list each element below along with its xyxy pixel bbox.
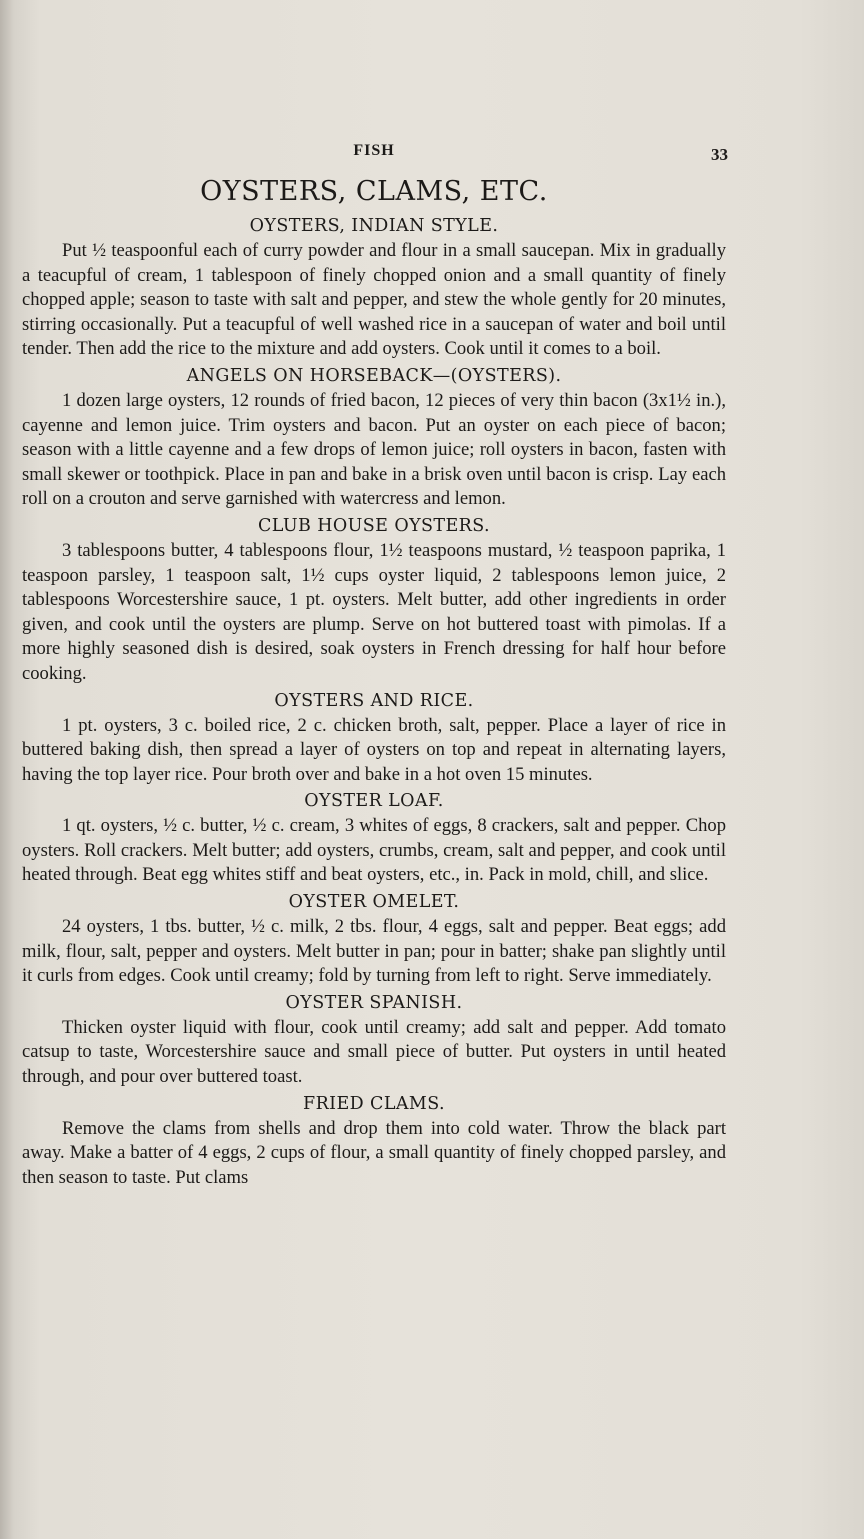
recipe-oyster-omelet (22, 890, 726, 989)
recipe-oyster-loaf (22, 789, 726, 888)
recipe-body: 1 dozen large oysters, 12 rounds of fried bacon, 12 pieces of very thin bacon (3x1½ in.), cayenne and lemon juice. Trim oysters and bacon. Put an oyster on each piece of bacon; season with a little cayenne and a few drops of lemon juice; roll oysters in bacon, fasten with small skewer or toothpick. Place in pan and bake in a brisk oven until bacon is crisp. Lay each roll on a crouton and serve garnished with watercress and lemon. (22, 389, 726, 510)
recipe-oysters-indian-style (22, 214, 726, 362)
running-title: FISH (353, 142, 395, 159)
recipe-title: OYSTER OMELET. (288, 892, 460, 913)
page-content (22, 138, 726, 1192)
recipe-title: OYSTERS AND RICE. (274, 690, 474, 711)
page-number: 33 (711, 145, 728, 164)
running-head (22, 138, 726, 168)
recipe-body: 24 oysters, 1 tbs. butter, ½ c. milk, 2 tbs. flour, 4 eggs, salt and pepper. Beat eggs; add milk, flour, salt, pepper and oysters. Melt butter in pan; pour in batter; shake pan slightly until it curls from edges. Cook until creamy; fold by turning from left to right. Serve immediately. (22, 916, 726, 987)
recipe-title: OYSTER SPANISH. (285, 992, 463, 1013)
recipe-oysters-and-rice (22, 689, 726, 788)
recipe-title: CLUB HOUSE OYSTERS. (258, 515, 490, 536)
recipe-fried-clams (22, 1092, 726, 1191)
recipe-angels-on-horseback (22, 364, 726, 512)
recipe-club-house-oysters (22, 514, 726, 687)
recipe-body: Thicken oyster liquid with flour, cook until creamy; add salt and pepper. Add tomato catsup to taste, Worcestershire sauce and small piece of butter. Put oysters in until heated through, and pour over buttered toast. (22, 1016, 726, 1088)
recipe-body: Put ½ teaspoonful each of curry powder and flour in a small saucepan. Mix in gradually a teacupful of cream, 1 tablespoon of finely chopped onion and a small quantity of finely chopped apple; season to taste with salt and pepper, and stew the whole gently for 20 minutes, stirring occasionally. Put a teacupful of well washed rice in a saucepan of water and boil until tender. Then add the rice to the mixture and add oysters. Cook until it comes to a boil. (22, 240, 726, 360)
recipe-oyster-spanish (22, 991, 726, 1090)
recipe-body: 1 qt. oysters, ½ c. butter, ½ c. cream, 3 whites of eggs, 8 crackers, salt and pepper. Chop oysters. Roll crackers. Melt butter; add oysters, crumbs, cream, salt and pepper, and cook until heated through. Beat egg whites stiff and beat oysters, etc., in. Pack in mold, chill, and slice. (22, 815, 726, 886)
recipe-title: OYSTER LOAF. (304, 791, 444, 812)
recipe-title: OYSTERS, INDIAN STYLE. (249, 216, 499, 236)
chapter-title: OYSTERS, CLAMS, ETC. (200, 176, 548, 207)
recipe-title: ANGELS ON HORSEBACK—(OYSTERS). (186, 365, 562, 386)
recipe-title: FRIED CLAMS. (303, 1093, 445, 1114)
recipe-body: Remove the clams from shells and drop them into cold water. Throw the black part away. Make a batter of 4 eggs, 2 cups of flour, a small quantity of finely chopped parsley, and then season to taste. Put clams (22, 1117, 726, 1188)
recipe-body: 3 tablespoons butter, 4 tablespoons flour, 1½ teaspoons mustard, ½ teaspoon paprika, 1 teaspoon parsley, 1 teaspoon salt, 1½ cups oyster liquid, 2 tablespoons lemon juice, 2 tablespoons Worcestershire sauce, 1 pt. oysters. Melt butter, add other ingredients in order given, and cook until the oysters are plump. Serve on hot buttered toast with pimolas. If a more highly seasoned dish is desired, soak oysters in French dressing for half hour before cooking. (22, 539, 726, 684)
recipe-body: 1 pt. oysters, 3 c. boiled rice, 2 c. chicken broth, salt, pepper. Place a layer of rice in buttered baking dish, then spread a layer of oysters on top and repeat in alternating layers, having the top layer rice. Pour broth over and bake in a hot oven 15 minutes. (22, 714, 726, 785)
